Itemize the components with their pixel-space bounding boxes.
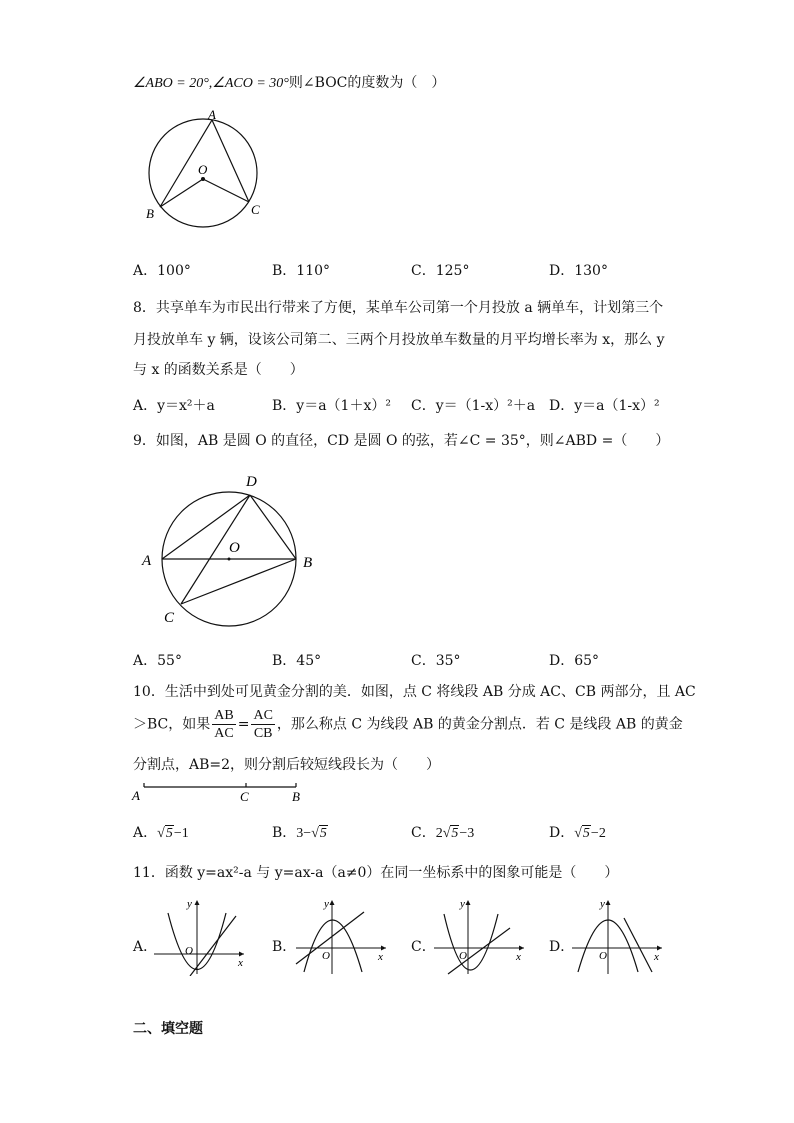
q7-center-dot <box>201 177 205 181</box>
q9-label-C: C <box>164 610 175 626</box>
q11-b-parabola <box>304 920 362 972</box>
q11-graph-a <box>150 896 250 976</box>
q7-segment-BO <box>160 179 203 207</box>
q11-c-origin-label: O <box>459 950 467 962</box>
q11-b-origin-label: O <box>322 950 330 962</box>
q9-circle-figure <box>136 468 326 630</box>
q10-option-c: C．2√5−3 <box>411 825 475 841</box>
q8-option-c: C．y＝（1-x）²＋a <box>411 398 536 414</box>
q7-option-d: D．130° <box>549 263 608 279</box>
q7-label-C: C <box>251 202 260 217</box>
q9-option-c: C．35° <box>411 653 461 669</box>
q7-option-b: B．110° <box>272 263 331 279</box>
q8-line-1: 8．共享单车为市民出行带来了方便，某单车公司第一个月投放 a 辆单车，计划第三个 <box>133 300 664 316</box>
q7-label-B: B <box>146 206 154 221</box>
q9-option-a: A．55° <box>133 653 182 669</box>
q9-label-A: A <box>142 553 152 569</box>
q7-option-c: C．125° <box>411 263 470 279</box>
q11-option-a-label: A． <box>133 939 158 955</box>
q11-d-y-label: y <box>600 898 605 910</box>
q7-stem-math: ∠ABO = 20°,∠ACO = 30° <box>133 76 289 91</box>
q10-label-B: B <box>292 789 300 804</box>
q11-graph-d <box>568 896 668 976</box>
q11-option-b-label: B． <box>272 939 297 955</box>
q9-label-D: D <box>246 474 257 490</box>
q8-option-a: A．y＝x²＋a <box>133 398 215 414</box>
q7-segment-AC <box>212 120 249 202</box>
q10-option-d: D．√5−2 <box>549 825 606 841</box>
q9-segment-CB <box>181 559 296 604</box>
q11-stem: 11．函数 y=ax²-a 与 y=ax-a（a≠0）在同一坐标系中的图象可能是（ ） <box>133 865 619 881</box>
q11-c-parabola <box>444 914 498 970</box>
q10-line-3: 分割点，AB=2，则分割后较短线段长为（ ） <box>133 757 441 773</box>
q7-segment-CO <box>203 179 249 202</box>
q11-b-x-label: x <box>378 951 383 963</box>
q9-center-dot <box>228 558 231 561</box>
q11-a-y-label: y <box>187 898 192 910</box>
q8-line-3: 与 x 的函数关系是（ ） <box>133 362 304 378</box>
q10-label-A: A <box>132 788 140 803</box>
q11-graph-c <box>430 896 530 976</box>
q8-option-b: B．y＝a（1＋x）² <box>272 398 391 414</box>
q10-line-1: 10．生活中到处可见黄金分割的美．如图，点 C 将线段 AB 分成 AC、CB 两部分，且 AC <box>133 684 696 700</box>
q10-label-C: C <box>240 789 249 804</box>
q7-stem-text: 则∠BOC的度数为（ ） <box>288 75 446 91</box>
section-2-heading: 二、填空题 <box>133 1021 203 1037</box>
q10-fraction-ac-cb: $\frac{AC}{CB}$ <box>253 708 273 741</box>
q8-option-d: D．y＝a（1-x）² <box>549 398 660 414</box>
q7-circle-figure <box>140 108 270 228</box>
q11-option-d-label: D． <box>549 939 575 955</box>
q11-c-y-label: y <box>460 898 465 910</box>
q11-graph-b <box>292 896 392 976</box>
q11-option-c-label: C． <box>411 939 436 955</box>
q11-c-line <box>448 928 510 974</box>
q11-c-x-label: x <box>516 951 521 963</box>
q9-option-b: B．45° <box>272 653 322 669</box>
q10-option-b: B．3−√5 <box>272 825 327 841</box>
q11-b-y-label: y <box>324 898 329 910</box>
q9-label-B: B <box>303 555 313 571</box>
q7-label-A: A <box>208 108 216 122</box>
q7-label-O: O <box>198 162 208 177</box>
q10-segment-figure <box>130 780 310 804</box>
q11-a-x-label: x <box>238 957 243 969</box>
q10-option-a: A．√5−1 <box>133 825 189 841</box>
q9-segment-DB <box>250 495 296 559</box>
q7-stem <box>133 72 445 92</box>
q9-option-d: D．65° <box>549 653 600 669</box>
q10-line-2: ＞BC，如果 $\frac{AB}{AC}$ = $\frac{AC}{CB}$ ，那么称点 C 为线段 AB 的黄金分割点．若 C 是线段 AB 的黄金 <box>133 708 683 741</box>
q9-stem: 9．如图，AB 是圆 O 的直径，CD 是圆 O 的弦，若∠C = 35°，则∠ABD =（ ） <box>133 433 670 449</box>
q7-option-a: A．100° <box>133 263 191 279</box>
q11-a-origin-label: O <box>185 945 193 957</box>
q11-d-origin-label: O <box>599 950 607 962</box>
q11-d-x-label: x <box>654 951 659 963</box>
q10-fraction-ab-ac: $\frac{AB}{AC}$ <box>214 708 234 741</box>
q8-line-2: 月投放单车 y 辆，设该公司第二、三两个月投放单车数量的月平均增长率为 x，那么 y <box>133 332 665 348</box>
q9-label-O: O <box>229 540 240 556</box>
